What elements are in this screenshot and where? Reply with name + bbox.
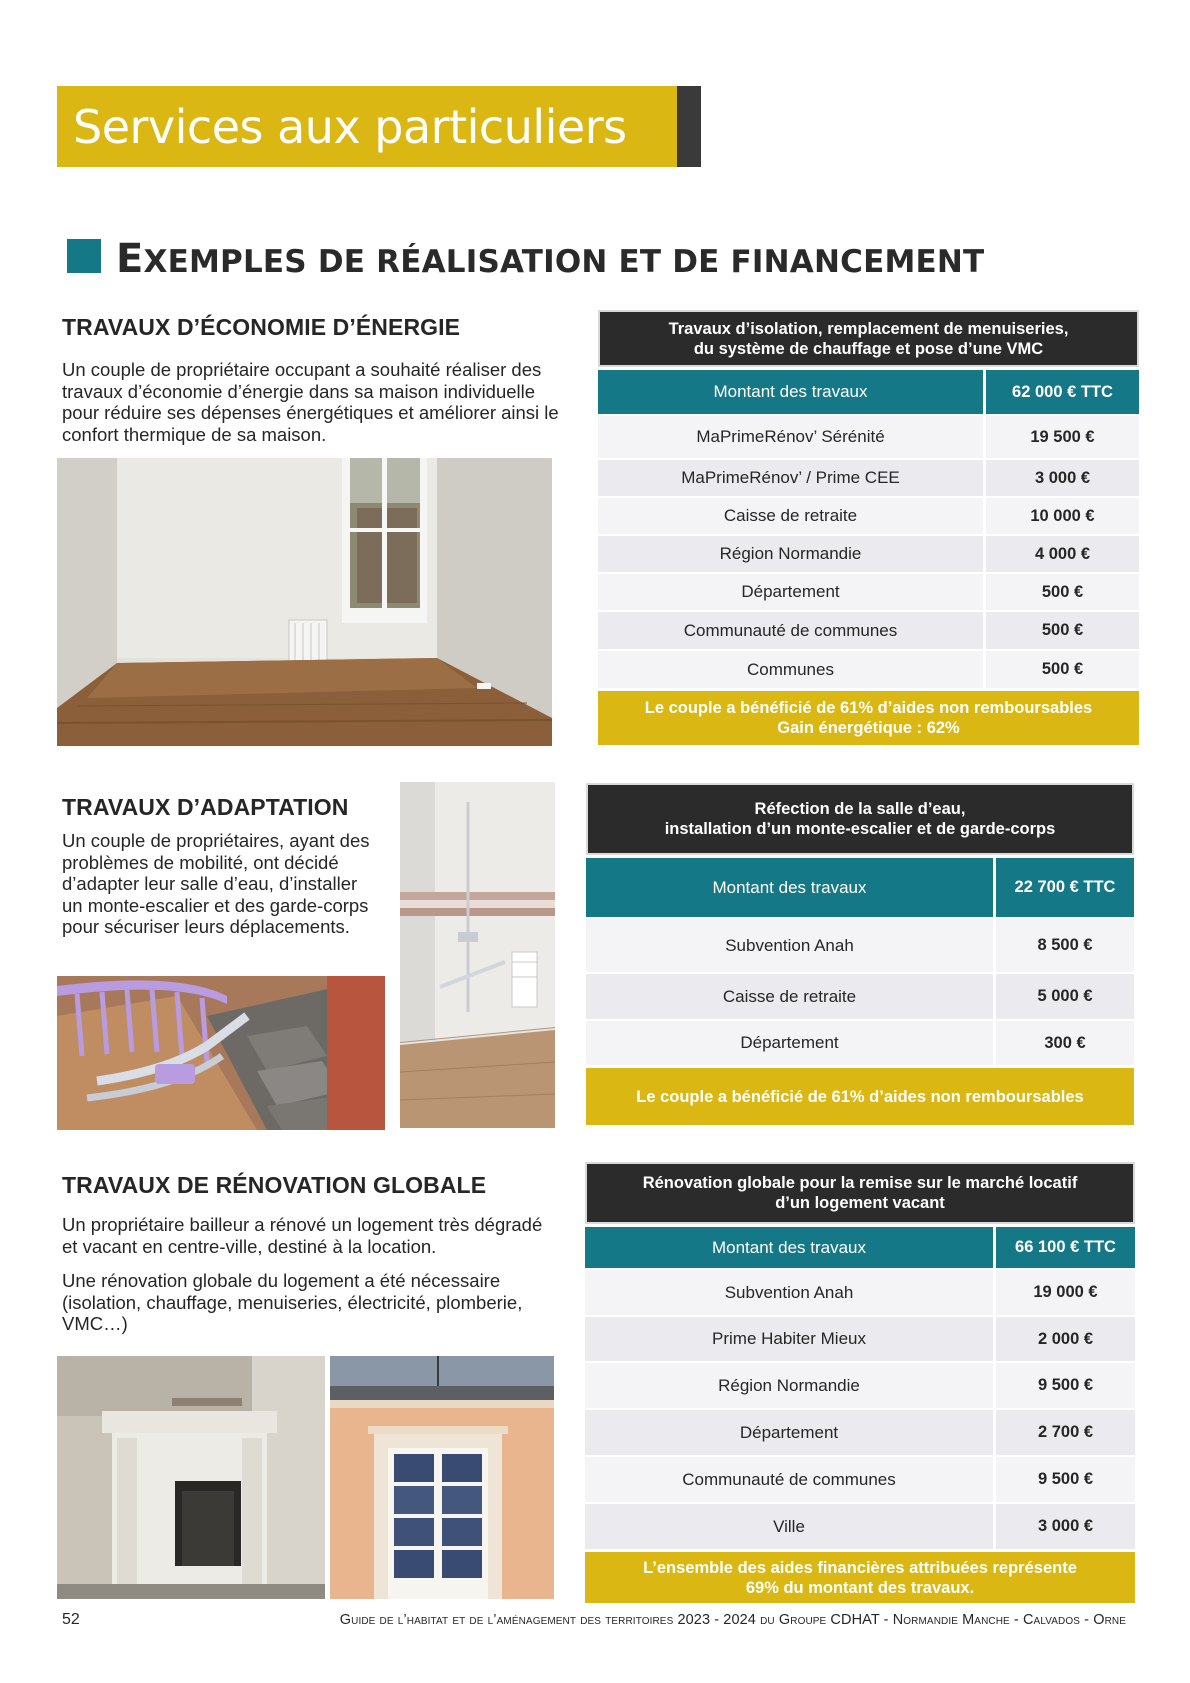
table-heading [585,1162,1135,1224]
row-label: Caisse de retraite [722,986,857,1006]
table-heading [586,783,1134,855]
table-row [585,1502,1135,1549]
table-row [598,572,1139,610]
section-marker [67,239,101,273]
table-row [598,649,1139,688]
total-label: Montant des travaux [712,877,867,897]
table-row [598,534,1139,572]
row-value: 300 € [993,1021,1134,1065]
row-label: Région Normandie [719,544,862,563]
table-heading-line: d’un logement vacant [775,1194,945,1212]
table-row [585,1315,1135,1361]
row-label: Subvention Anah [724,1282,854,1302]
row-value: 2 000 € [993,1317,1135,1361]
photo-fireplace [57,1356,325,1599]
row-value: 9 500 € [993,1363,1135,1408]
table-footer-line: Le couple a bénéficié de 61% d’aides non remboursables [636,1087,1084,1106]
table-heading-line: installation d’un monte-escalier et de garde-corps [664,820,1056,838]
row-label: Subvention Anah [725,935,854,955]
row-label: MaPrimeRénov’ Sérénité [696,427,885,446]
finance-table-renovation [585,1162,1135,1603]
table-footer [585,1549,1135,1603]
table-row [585,1455,1135,1502]
page-title: Services aux particuliers [73,100,627,154]
row-label: Département [740,1033,839,1052]
row-value: 500 € [983,574,1139,610]
footer-text [340,1612,1126,1628]
total-value: 66 100 € TTC [993,1227,1135,1268]
row-value: 5 000 € [993,974,1134,1019]
table-heading-line: Travaux d’isolation, remplacement de menuiseries, [668,319,1069,338]
table-total-row [586,855,1134,917]
row-value: 3 000 € [983,460,1139,496]
table-footer-line: L’ensemble des aides financières attribuées représente [643,1558,1077,1577]
section-title [116,236,984,282]
block-text-energie: Un couple de propriétaire occupant a souhaité réaliser des travaux d’économie d’énergie dans sa maison individuelle pour réduire ses dépenses énergétiques et améliorer ainsi le confort thermique de sa maison. [62,359,559,445]
table-heading [598,310,1139,367]
row-value: 500 € [983,612,1139,649]
header-accent-bar [677,86,701,167]
block-text-renovation-1: Un propriétaire bailleur a rénové un logement très dégradé et vacant en centre-ville, destiné à la location. [62,1214,543,1257]
table-row [598,610,1139,649]
block-title-renovation: TRAVAUX DE RÉNOVATION GLOBALE [62,1172,487,1198]
photo-shower [400,782,555,1128]
table-row [586,972,1134,1019]
table-footer [586,1065,1134,1125]
total-value: 22 700 € TTC [993,858,1134,917]
row-label: Département [741,582,840,601]
row-value: 8 500 € [993,919,1134,972]
row-value: 2 700 € [993,1410,1135,1455]
table-row [585,1268,1135,1315]
finance-table-energie [598,310,1139,745]
table-footer-line: 69% du montant des travaux. [745,1578,975,1597]
section-title-initial: E [116,236,144,282]
footer-text-content: Guide de l’habitat et de l’aménagement des territoires 2023 - 2024 du Groupe CDHAT - Normandie Manche - Calvados - Orne [339,1612,1126,1628]
row-value: 4 000 € [983,536,1139,572]
table-footer-line: Le couple a bénéficié de 61% d’aides non remboursables [644,699,1093,717]
table-total-row [585,1224,1135,1268]
table-heading-line: du système de chauffage et pose d’une VMC [693,339,1044,358]
total-value: 62 000 € TTC [983,370,1139,414]
table-footer [598,688,1139,745]
block-text-renovation-2: Une rénovation globale du logement a été nécessaire (isolation, chauffage, menuiseries, électricité, plomberie, VMC…) [62,1270,523,1334]
finance-table-adaptation [586,783,1134,1125]
row-label: MaPrimeRénov’ / Prime CEE [681,468,900,487]
row-value: 3 000 € [993,1504,1135,1549]
section-title-rest: XEMPLES DE RÉALISATION ET DE FINANCEMENT [143,244,985,280]
table-row [598,496,1139,534]
row-label: Prime Habiter Mieux [712,1329,866,1348]
photo-bedroom [57,458,552,746]
total-label: Montant des travaux [713,382,868,401]
row-label: Ville [773,1516,805,1536]
table-heading-line: Rénovation globale pour la remise sur le marché locatif [642,1174,1078,1192]
block-title-energie: TRAVAUX D’ÉCONOMIE D’ÉNERGIE [62,314,461,340]
row-label: Communauté de communes [683,620,898,640]
row-label: Communes [747,659,834,679]
table-row [585,1361,1135,1408]
table-row [598,458,1139,496]
photo-stairlift [57,976,385,1130]
table-total-row [598,367,1139,414]
row-label: Département [739,1422,839,1442]
table-row [585,1408,1135,1455]
row-label: Communauté de communes [682,1469,896,1489]
table-row [586,1019,1134,1065]
row-value: 19 000 € [993,1270,1135,1315]
block-text-adaptation: Un couple de propriétaires, ayant des problèmes de mobilité, ont décidé d’adapter leur salle d’eau, d’installer un monte-escalier et des garde-corps pour sécuriser leurs déplacements. [62,830,370,937]
table-heading-line: Réfection de la salle d’eau, [754,800,966,818]
row-value: 10 000 € [983,498,1139,534]
table-row [586,917,1134,972]
row-label: Caisse de retraite [723,506,858,525]
row-value: 19 500 € [983,416,1139,458]
page-number: 52 [62,1611,80,1628]
row-value: 500 € [983,651,1139,688]
row-value: 9 500 € [993,1457,1135,1502]
block-title-adaptation: TRAVAUX D’ADAPTATION [62,794,349,820]
total-label: Montant des travaux [711,1237,867,1257]
row-label: Région Normandie [718,1375,860,1395]
table-footer-line: Gain énergétique : 62% [777,719,960,737]
photo-facade-window [330,1356,554,1599]
table-row [598,414,1139,458]
